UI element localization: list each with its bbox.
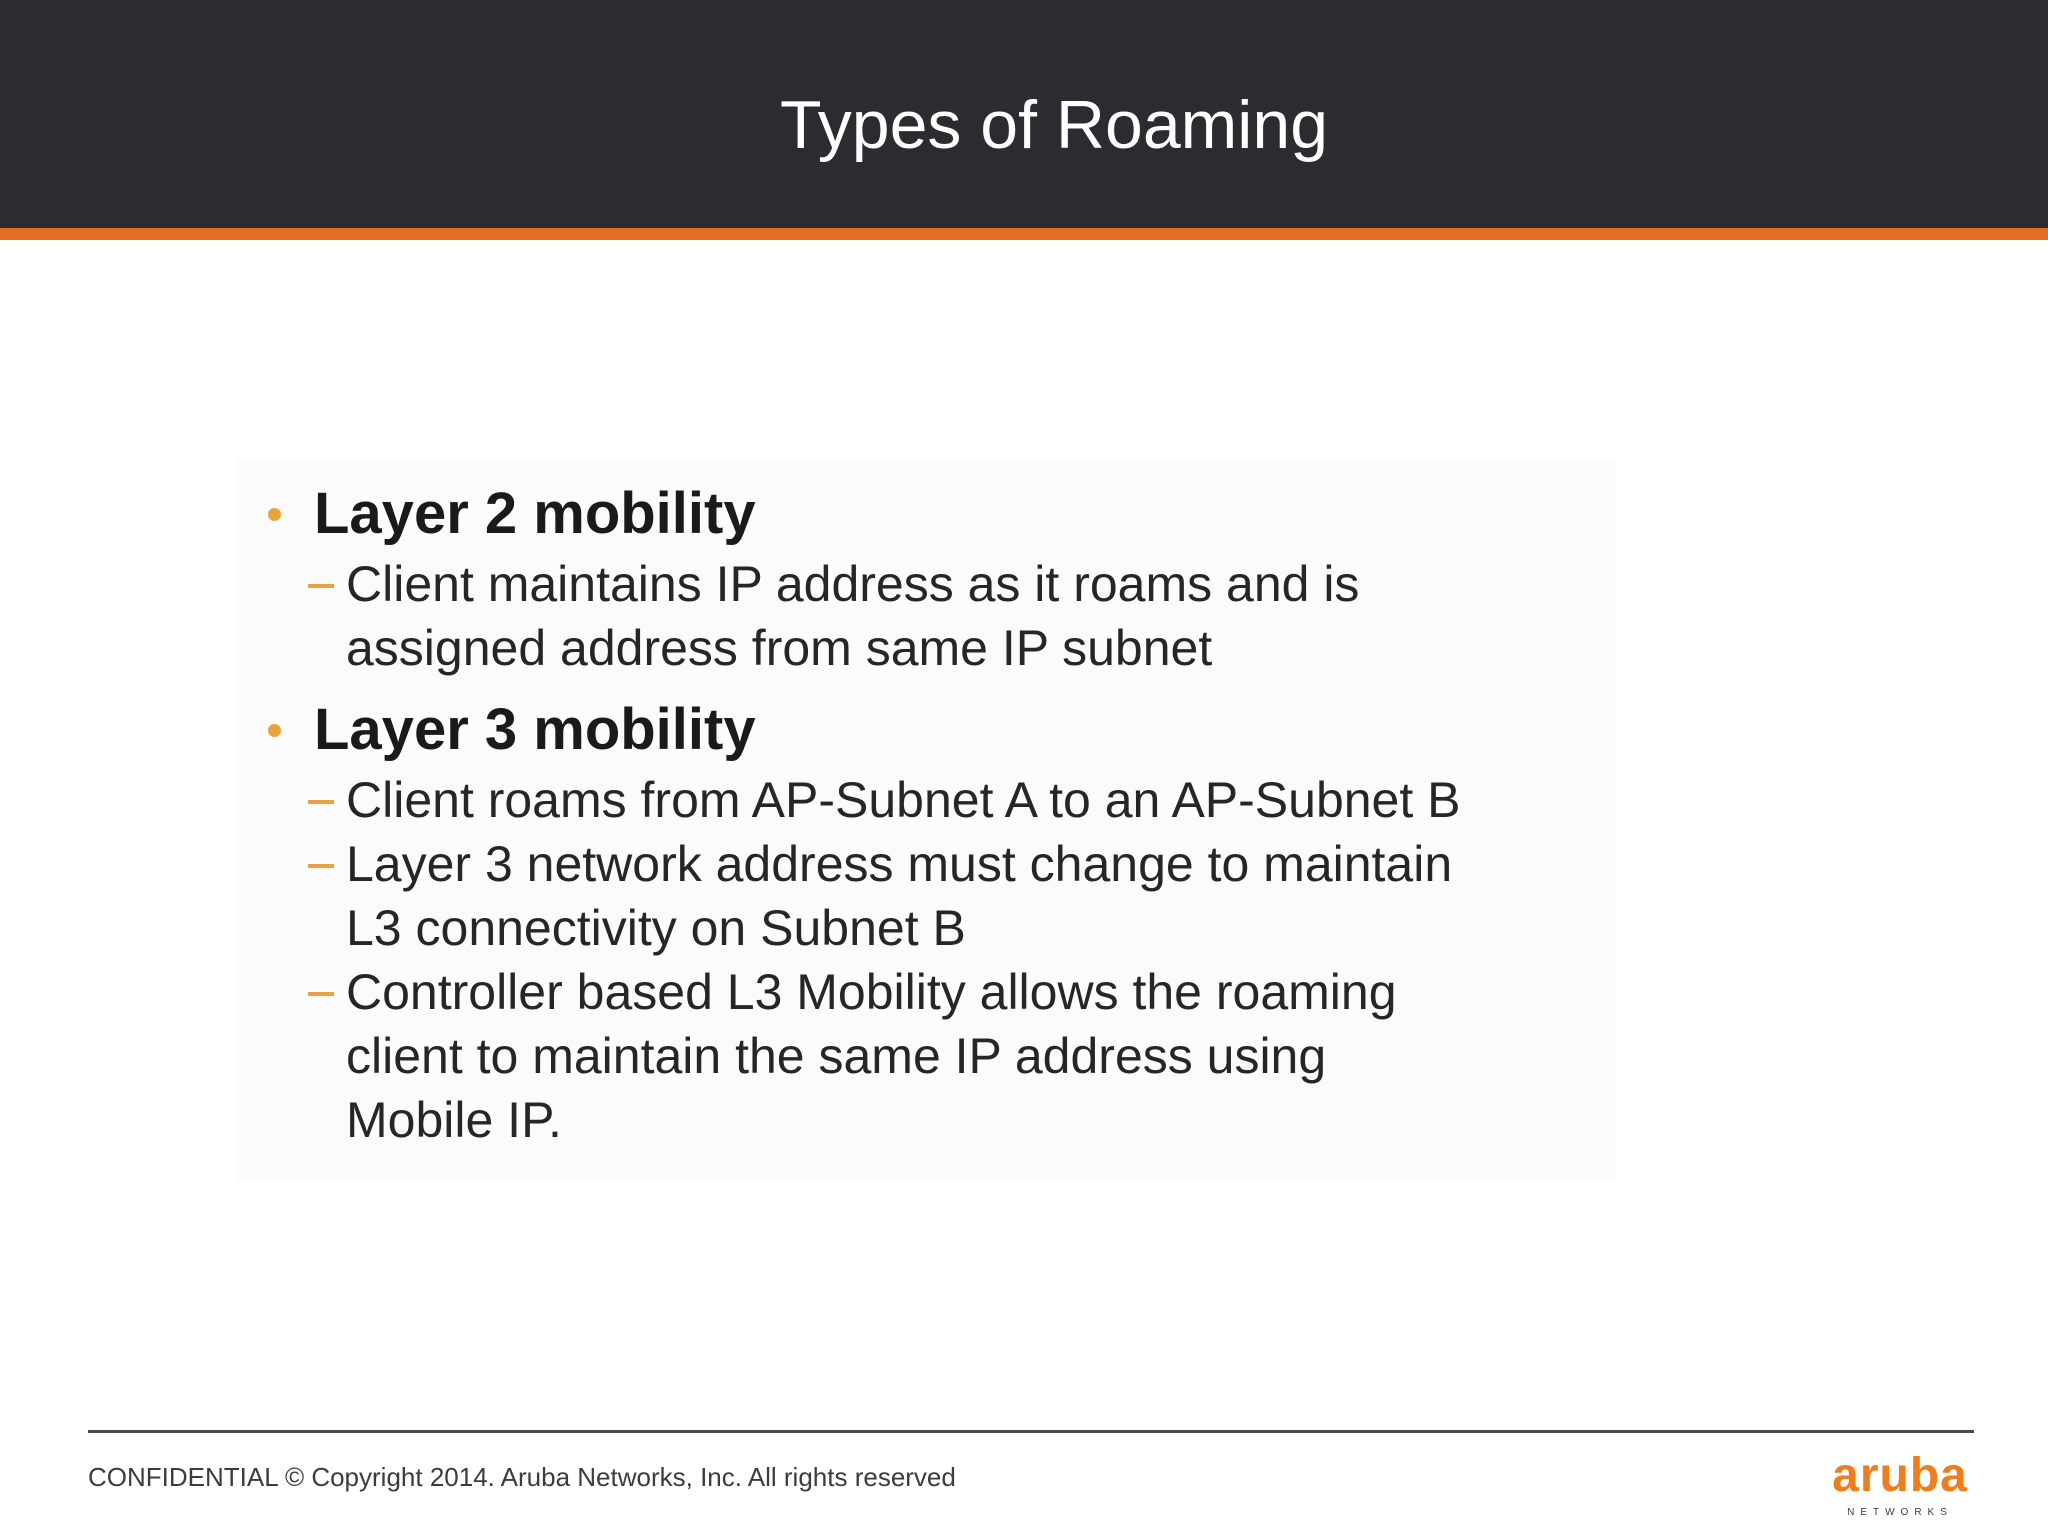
sub-item-line: L3 connectivity on Subnet B	[346, 900, 966, 956]
footer-divider	[88, 1430, 1974, 1433]
sub-item-line: Mobile IP.	[346, 1092, 562, 1148]
sub-item	[248, 552, 1596, 680]
sub-item-line: Controller based L3 Mobility allows the roaming	[346, 964, 1397, 1020]
footer-copyright: CONFIDENTIAL © Copyright 2014. Aruba Networks, Inc. All rights reserved	[88, 1462, 956, 1492]
content-block	[236, 460, 1616, 1180]
sub-item-line: Client roams from AP-Subnet A to an AP-Subnet B	[346, 772, 1461, 828]
sub-item-line: Layer 3 network address must change to maintain	[346, 836, 1453, 892]
accent-bar	[0, 228, 2048, 240]
bullet-label: Layer 2 mobility	[314, 481, 756, 546]
sub-item-line: assigned address from same IP subnet	[346, 620, 1213, 676]
slide-title: Types of Roaming	[779, 87, 1329, 163]
sub-item-line: client to maintain the same IP address using	[346, 1028, 1327, 1084]
sub-item	[248, 832, 1596, 960]
dash-icon	[308, 584, 334, 588]
dash-icon	[308, 864, 334, 868]
sub-item-line: Client maintains IP address as it roams and is	[346, 556, 1360, 612]
dash-icon	[308, 800, 334, 804]
bullet-label: Layer 3 mobility	[314, 697, 756, 762]
bullet-dot-icon	[268, 508, 281, 521]
bullet-layer-3	[248, 692, 1596, 768]
sub-item	[248, 960, 1596, 1152]
aruba-logo	[1820, 1449, 1980, 1520]
logo-wordmark: aruba	[1832, 1449, 1968, 1502]
bullet-layer-2	[248, 476, 1596, 552]
logo-subtitle: NETWORKS	[1847, 1507, 1953, 1518]
dash-icon	[308, 992, 334, 996]
bullet-dot-icon	[268, 724, 281, 737]
sub-item	[248, 768, 1596, 832]
header-bar	[0, 0, 2048, 228]
